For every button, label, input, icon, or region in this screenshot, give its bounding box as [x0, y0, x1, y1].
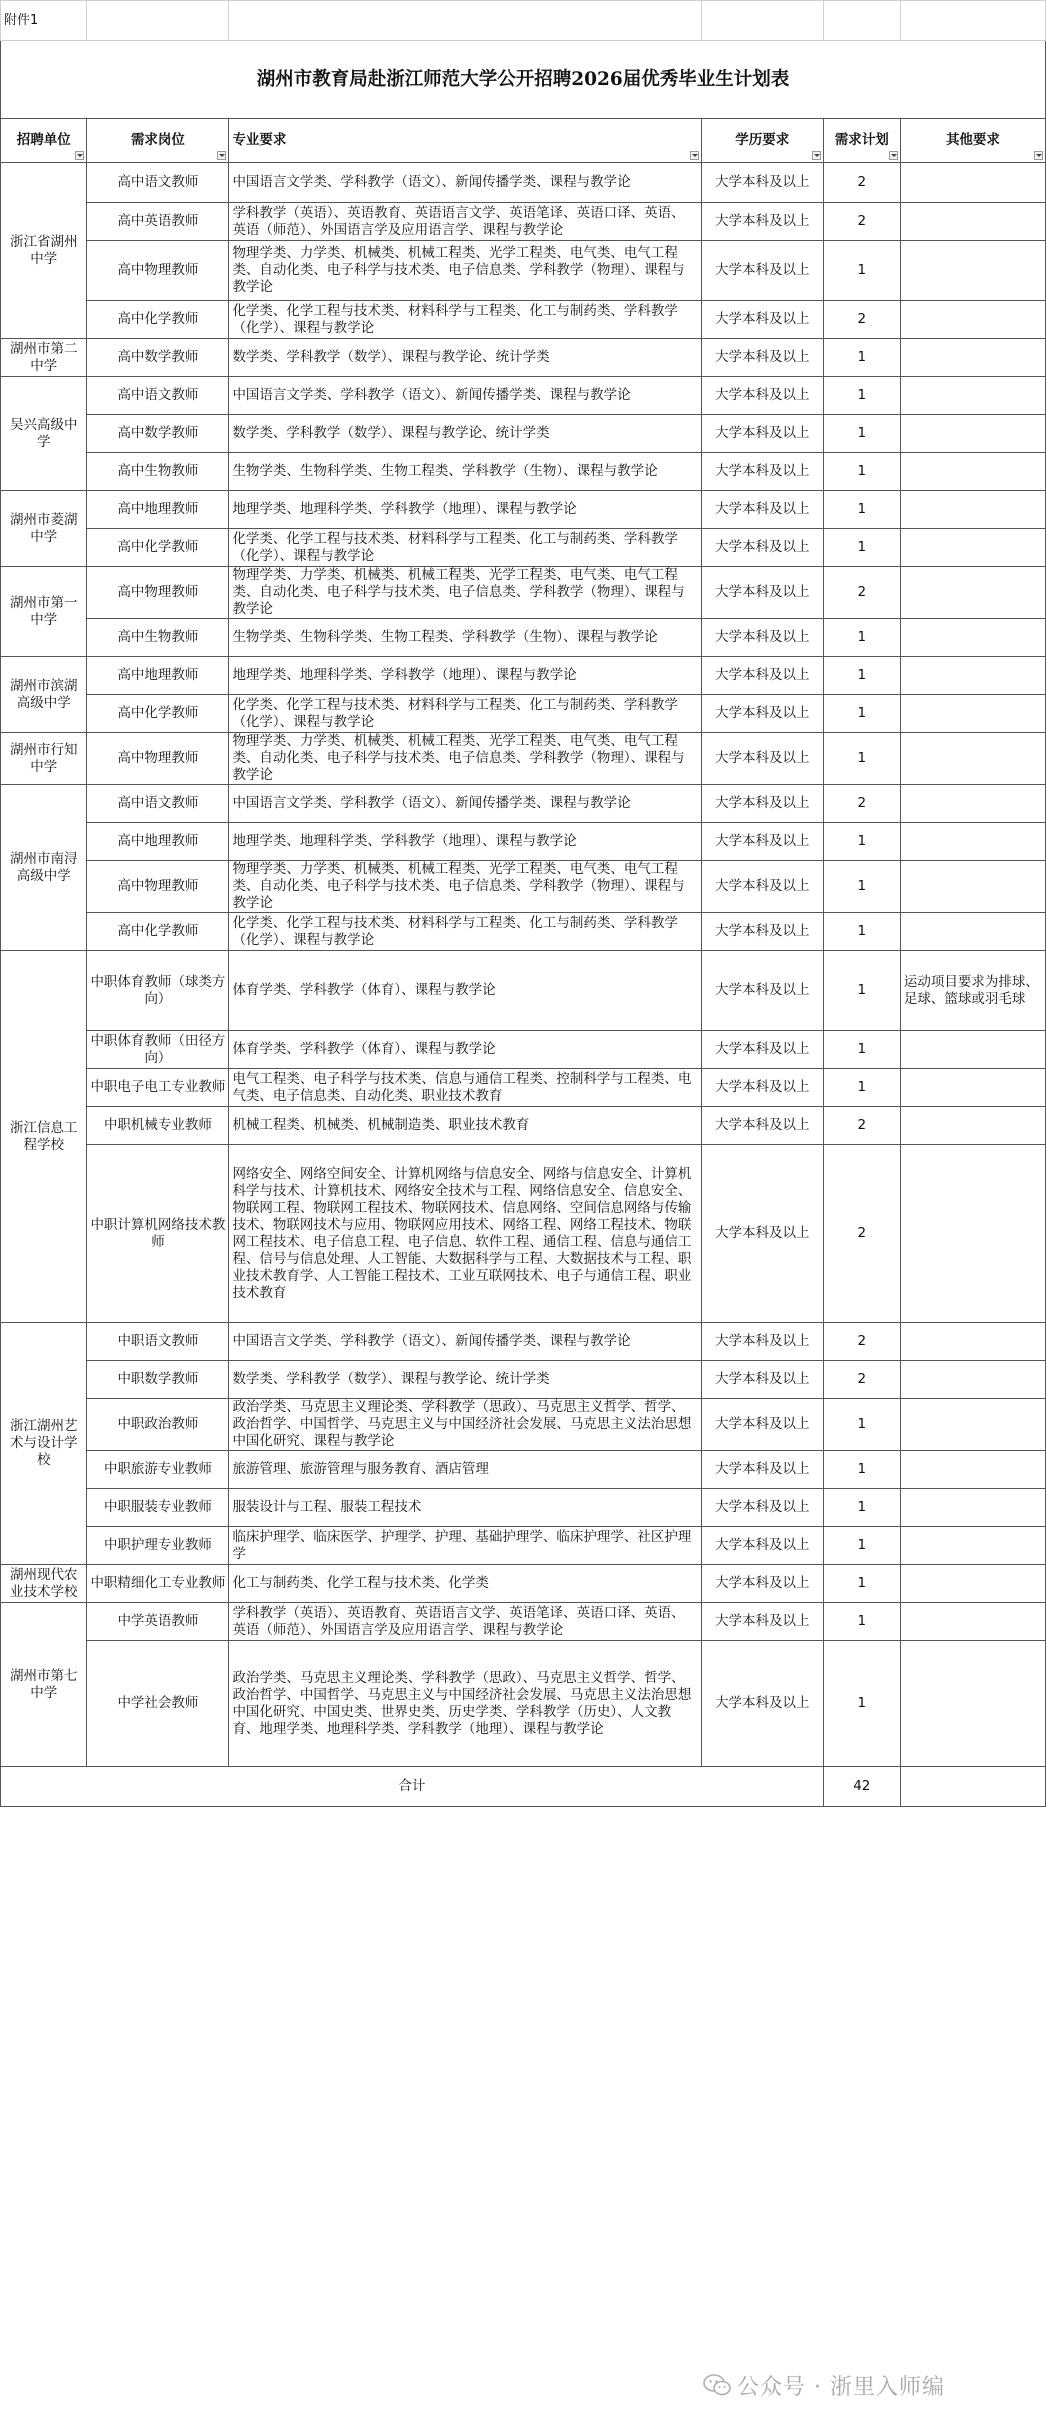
unit-cell: 浙江省湖州中学: [1, 163, 87, 339]
other-cell: [900, 1145, 1045, 1323]
header-major-label: 专业要求: [232, 132, 287, 148]
post-cell: 中职计算机网络技术教师: [87, 1145, 229, 1323]
table-row: [1, 529, 1046, 567]
education-cell: 大学本科及以上: [701, 951, 823, 1031]
post-cell: 中职数学教师: [87, 1361, 229, 1399]
post-cell: 高中数学教师: [87, 339, 229, 377]
table-row: [1, 913, 1046, 951]
education-cell: 大学本科及以上: [701, 1107, 823, 1145]
unit-cell: 吴兴高级中学: [1, 377, 87, 491]
post-cell: 中职语文教师: [87, 1323, 229, 1361]
unit-cell: 湖州现代农业技术学校: [1, 1565, 87, 1603]
filter-dropdown-icon[interactable]: [690, 151, 699, 160]
grid-cell: [229, 1, 701, 41]
count-cell: 1: [823, 1489, 900, 1527]
table-row: [1, 861, 1046, 913]
education-cell: 大学本科及以上: [701, 1031, 823, 1069]
table-row: [1, 1399, 1046, 1451]
header-other-label: 其他要求: [945, 132, 1000, 148]
education-cell: 大学本科及以上: [701, 491, 823, 529]
attachment-row: [1, 1, 1046, 41]
post-cell: 中职电子电工专业教师: [87, 1069, 229, 1107]
education-cell: 大学本科及以上: [701, 1489, 823, 1527]
title-row: [1, 41, 1046, 119]
education-cell: 大学本科及以上: [701, 1603, 823, 1641]
other-cell: 运动项目要求为排球、足球、篮球或羽毛球: [900, 951, 1045, 1031]
post-cell: 高中化学教师: [87, 913, 229, 951]
post-cell: 高中英语教师: [87, 203, 229, 241]
other-cell: [900, 913, 1045, 951]
major-cell: 旅游管理、旅游管理与服务教育、酒店管理: [229, 1451, 701, 1489]
post-cell: 高中生物教师: [87, 619, 229, 657]
table-row: [1, 377, 1046, 415]
header-unit[interactable]: [1, 119, 87, 163]
other-cell: [900, 1565, 1045, 1603]
major-cell: 物理学类、力学类、机械类、机械工程类、光学工程类、电气类、电气工程类、自动化类、电子科学与技术类、电子信息类、学科教学（物理）、课程与教学论: [229, 567, 701, 619]
education-cell: 大学本科及以上: [701, 241, 823, 301]
header-education-label: 学历要求: [735, 132, 790, 148]
count-cell: 2: [823, 1145, 900, 1323]
education-cell: 大学本科及以上: [701, 913, 823, 951]
table-row: [1, 1603, 1046, 1641]
header-post-label: 需求岗位: [130, 132, 185, 148]
table-row: [1, 1323, 1046, 1361]
count-cell: 2: [823, 163, 900, 203]
post-cell: 中职旅游专业教师: [87, 1451, 229, 1489]
table-row: [1, 733, 1046, 785]
education-cell: 大学本科及以上: [701, 1399, 823, 1451]
count-cell: 1: [823, 619, 900, 657]
other-cell: [900, 1069, 1045, 1107]
education-cell: 大学本科及以上: [701, 203, 823, 241]
post-cell: 高中物理教师: [87, 861, 229, 913]
count-cell: 1: [823, 415, 900, 453]
major-cell: 地理学类、地理科学类、学科教学（地理）、课程与教学论: [229, 657, 701, 695]
table-row: [1, 415, 1046, 453]
other-cell: [900, 1527, 1045, 1565]
table-row: [1, 491, 1046, 529]
education-cell: 大学本科及以上: [701, 1145, 823, 1323]
major-cell: 中国语言文学类、学科教学（语文）、新闻传播学类、课程与教学论: [229, 163, 701, 203]
major-cell: 数学类、学科教学（数学）、课程与教学论、统计学类: [229, 339, 701, 377]
other-cell: [900, 301, 1045, 339]
unit-cell: 湖州市第一中学: [1, 567, 87, 657]
count-cell: 1: [823, 823, 900, 861]
other-cell: [900, 1031, 1045, 1069]
other-cell: [900, 241, 1045, 301]
count-cell: 1: [823, 377, 900, 415]
major-cell: 机械工程类、机械类、机械制造类、职业技术教育: [229, 1107, 701, 1145]
count-cell: 1: [823, 913, 900, 951]
other-cell: [900, 415, 1045, 453]
table-row: [1, 1361, 1046, 1399]
table-row: [1, 241, 1046, 301]
education-cell: 大学本科及以上: [701, 453, 823, 491]
other-cell: [900, 1603, 1045, 1641]
post-cell: 中职精细化工专业教师: [87, 1565, 229, 1603]
other-cell: [900, 695, 1045, 733]
post-cell: 高中语文教师: [87, 163, 229, 203]
unit-cell: 湖州市第七中学: [1, 1603, 87, 1767]
total-value: 42: [823, 1767, 900, 1807]
major-cell: 化学类、化学工程与技术类、材料科学与工程类、化工与制药类、学科教学（化学）、课程与教学论: [229, 695, 701, 733]
count-cell: 2: [823, 203, 900, 241]
major-cell: 体育学类、学科教学（体育）、课程与教学论: [229, 1031, 701, 1069]
education-cell: 大学本科及以上: [701, 1565, 823, 1603]
count-cell: 2: [823, 1323, 900, 1361]
major-cell: 生物学类、生物科学类、生物工程类、学科教学（生物）、课程与教学论: [229, 619, 701, 657]
table-row: [1, 1565, 1046, 1603]
education-cell: 大学本科及以上: [701, 415, 823, 453]
major-cell: 数学类、学科教学（数学）、课程与教学论、统计学类: [229, 1361, 701, 1399]
filter-dropdown-icon[interactable]: [217, 151, 226, 160]
post-cell: 高中物理教师: [87, 241, 229, 301]
other-cell: [900, 453, 1045, 491]
header-count[interactable]: [823, 119, 900, 163]
attachment-label: 附件1: [1, 1, 87, 41]
education-cell: 大学本科及以上: [701, 785, 823, 823]
count-cell: 1: [823, 1031, 900, 1069]
post-cell: 高中化学教师: [87, 301, 229, 339]
major-cell: 临床护理学、临床医学、护理学、护理、基础护理学、临床护理学、社区护理学: [229, 1527, 701, 1565]
major-cell: 化学类、化学工程与技术类、材料科学与工程类、化工与制药类、学科教学（化学）、课程与教学论: [229, 913, 701, 951]
education-cell: 大学本科及以上: [701, 619, 823, 657]
major-cell: 中国语言文学类、学科教学（语文）、新闻传播学类、课程与教学论: [229, 785, 701, 823]
post-cell: 中职护理专业教师: [87, 1527, 229, 1565]
header-unit-label: 招聘单位: [16, 132, 71, 148]
major-cell: 网络安全、网络空间安全、计算机网络与信息安全、网络与信息安全、计算机科学与技术、计算机技术、网络安全技术与工程、网络信息安全、信息安全、物联网工程、物联网工程技术、物联网技术、信息网络、空间信息网络与传输技术、物联网技术与应用、物联网应用技术、网络工程、网络工程技术、物联网工程技术、电子信息工程、电子信息、软件工程、通信工程、信息与通信工程、信号与信息处理、人工智能、大数据科学与工程、大数据技术与工程、职业技术教育学、人工智能工程技术、工业互联网技术、电子与通信工程、职业技术教育: [229, 1145, 701, 1323]
major-cell: 数学类、学科教学（数学）、课程与教学论、统计学类: [229, 415, 701, 453]
filter-dropdown-icon[interactable]: [889, 151, 898, 160]
other-cell: [900, 619, 1045, 657]
header-other[interactable]: [900, 119, 1045, 163]
total-other: [900, 1767, 1045, 1807]
count-cell: 1: [823, 453, 900, 491]
education-cell: 大学本科及以上: [701, 1069, 823, 1107]
watermark-text: 公众号 · 浙里入师编: [737, 2374, 945, 2400]
unit-cell: 湖州市第二中学: [1, 339, 87, 377]
table-row: [1, 1451, 1046, 1489]
page-title: 湖州市教育局赴浙江师范大学公开招聘2026届优秀毕业生计划表: [1, 41, 1046, 119]
post-cell: 中学社会教师: [87, 1641, 229, 1767]
major-cell: 学科教学（英语）、英语教育、英语语言文学、英语笔译、英语口译、英语、英语（师范）、外国语言学及应用语言学、课程与教学论: [229, 203, 701, 241]
other-cell: [900, 861, 1045, 913]
count-cell: 1: [823, 695, 900, 733]
post-cell: 高中地理教师: [87, 657, 229, 695]
header-major[interactable]: [229, 119, 701, 163]
major-cell: 服装设计与工程、服装工程技术: [229, 1489, 701, 1527]
unit-cell: 湖州市滨湖高级中学: [1, 657, 87, 733]
major-cell: 学科教学（英语）、英语教育、英语语言文学、英语笔译、英语口译、英语、英语（师范）、外国语言学及应用语言学、课程与教学论: [229, 1603, 701, 1641]
count-cell: 1: [823, 1527, 900, 1565]
filter-dropdown-icon[interactable]: [1034, 151, 1043, 160]
post-cell: 高中地理教师: [87, 823, 229, 861]
other-cell: [900, 657, 1045, 695]
count-cell: 1: [823, 1565, 900, 1603]
count-cell: 1: [823, 861, 900, 913]
education-cell: 大学本科及以上: [701, 1451, 823, 1489]
grid-cell: [823, 1, 900, 41]
education-cell: 大学本科及以上: [701, 301, 823, 339]
major-cell: 化学类、化学工程与技术类、材料科学与工程类、化工与制药类、学科教学（化学）、课程与教学论: [229, 301, 701, 339]
major-cell: 体育学类、学科教学（体育）、课程与教学论: [229, 951, 701, 1031]
post-cell: 中职体育教师（球类方向）: [87, 951, 229, 1031]
post-cell: 中职体育教师（田径方向）: [87, 1031, 229, 1069]
header-count-label: 需求计划: [834, 132, 889, 148]
post-cell: 高中化学教师: [87, 529, 229, 567]
major-cell: 物理学类、力学类、机械类、机械工程类、光学工程类、电气类、电气工程类、自动化类、电子科学与技术类、电子信息类、学科教学（物理）、课程与教学论: [229, 241, 701, 301]
table-row: [1, 951, 1046, 1031]
other-cell: [900, 567, 1045, 619]
table-row: [1, 163, 1046, 203]
other-cell: [900, 823, 1045, 861]
filter-dropdown-icon[interactable]: [75, 151, 84, 160]
table-row: [1, 1641, 1046, 1767]
post-cell: 高中语文教师: [87, 377, 229, 415]
education-cell: 大学本科及以上: [701, 657, 823, 695]
unit-cell: 浙江信息工程学校: [1, 951, 87, 1323]
education-cell: 大学本科及以上: [701, 823, 823, 861]
post-cell: 高中数学教师: [87, 415, 229, 453]
count-cell: 1: [823, 657, 900, 695]
count-cell: 1: [823, 1451, 900, 1489]
major-cell: 物理学类、力学类、机械类、机械工程类、光学工程类、电气类、电气工程类、自动化类、电子科学与技术类、电子信息类、学科教学（物理）、课程与教学论: [229, 861, 701, 913]
other-cell: [900, 1107, 1045, 1145]
count-cell: 1: [823, 1603, 900, 1641]
grid-cell: [701, 1, 823, 41]
header-post[interactable]: [87, 119, 229, 163]
major-cell: 生物学类、生物科学类、生物工程类、学科教学（生物）、课程与教学论: [229, 453, 701, 491]
major-cell: 政治学类、马克思主义理论类、学科教学（思政）、马克思主义哲学、哲学、政治哲学、中国哲学、马克思主义与中国经济社会发展、马克思主义法治思想中国化研究、课程与教学论: [229, 1399, 701, 1451]
header-education[interactable]: [701, 119, 823, 163]
post-cell: 高中物理教师: [87, 733, 229, 785]
other-cell: [900, 377, 1045, 415]
post-cell: 中职服装专业教师: [87, 1489, 229, 1527]
header-row: [1, 119, 1046, 163]
table-row: [1, 619, 1046, 657]
education-cell: 大学本科及以上: [701, 1323, 823, 1361]
table-row: [1, 567, 1046, 619]
education-cell: 大学本科及以上: [701, 529, 823, 567]
other-cell: [900, 491, 1045, 529]
other-cell: [900, 1399, 1045, 1451]
education-cell: 大学本科及以上: [701, 861, 823, 913]
major-cell: 化学类、化学工程与技术类、材料科学与工程类、化工与制药类、学科教学（化学）、课程与教学论: [229, 529, 701, 567]
other-cell: [900, 529, 1045, 567]
major-cell: 地理学类、地理科学类、学科教学（地理）、课程与教学论: [229, 823, 701, 861]
count-cell: 2: [823, 301, 900, 339]
table-row: [1, 1527, 1046, 1565]
major-cell: 电气工程类、电子科学与技术类、信息与通信工程类、控制科学与工程类、电气类、电子信息类、自动化类、职业技术教育: [229, 1069, 701, 1107]
count-cell: 1: [823, 951, 900, 1031]
total-row: [1, 1767, 1046, 1807]
unit-cell: 浙江湖州艺术与设计学校: [1, 1323, 87, 1565]
table-row: [1, 1031, 1046, 1069]
unit-cell: 湖州市南浔高级中学: [1, 785, 87, 951]
major-cell: 地理学类、地理科学类、学科教学（地理）、课程与教学论: [229, 491, 701, 529]
other-cell: [900, 203, 1045, 241]
total-label: 合计: [1, 1767, 824, 1807]
count-cell: 1: [823, 1641, 900, 1767]
table-row: [1, 1489, 1046, 1527]
count-cell: 2: [823, 785, 900, 823]
unit-cell: 湖州市菱湖中学: [1, 491, 87, 567]
count-cell: 1: [823, 733, 900, 785]
count-cell: 1: [823, 491, 900, 529]
education-cell: 大学本科及以上: [701, 567, 823, 619]
count-cell: 2: [823, 1107, 900, 1145]
grid-cell: [87, 1, 229, 41]
table-row: [1, 1145, 1046, 1323]
table-row: [1, 695, 1046, 733]
unit-cell: 湖州市行知中学: [1, 733, 87, 785]
post-cell: 高中化学教师: [87, 695, 229, 733]
table-row: [1, 657, 1046, 695]
wechat-icon: [703, 2374, 731, 2396]
other-cell: [900, 1361, 1045, 1399]
filter-dropdown-icon[interactable]: [812, 151, 821, 160]
other-cell: [900, 1323, 1045, 1361]
post-cell: 中学英语教师: [87, 1603, 229, 1641]
count-cell: 1: [823, 1399, 900, 1451]
major-cell: 物理学类、力学类、机械类、机械工程类、光学工程类、电气类、电气工程类、自动化类、电子科学与技术类、电子信息类、学科教学（物理）、课程与教学论: [229, 733, 701, 785]
education-cell: 大学本科及以上: [701, 1361, 823, 1399]
major-cell: 中国语言文学类、学科教学（语文）、新闻传播学类、课程与教学论: [229, 1323, 701, 1361]
table-row: [1, 301, 1046, 339]
watermark: [703, 2370, 945, 2400]
table-row: [1, 339, 1046, 377]
other-cell: [900, 785, 1045, 823]
post-cell: 高中语文教师: [87, 785, 229, 823]
education-cell: 大学本科及以上: [701, 163, 823, 203]
count-cell: 1: [823, 529, 900, 567]
table-row: [1, 823, 1046, 861]
table-row: [1, 203, 1046, 241]
table-row: [1, 1069, 1046, 1107]
count-cell: 2: [823, 567, 900, 619]
other-cell: [900, 733, 1045, 785]
other-cell: [900, 1489, 1045, 1527]
education-cell: 大学本科及以上: [701, 733, 823, 785]
education-cell: 大学本科及以上: [701, 377, 823, 415]
other-cell: [900, 1641, 1045, 1767]
post-cell: 高中物理教师: [87, 567, 229, 619]
table-row: [1, 1107, 1046, 1145]
education-cell: 大学本科及以上: [701, 339, 823, 377]
education-cell: 大学本科及以上: [701, 1641, 823, 1767]
education-cell: 大学本科及以上: [701, 1527, 823, 1565]
count-cell: 1: [823, 1069, 900, 1107]
other-cell: [900, 163, 1045, 203]
grid-cell: [900, 1, 1045, 41]
count-cell: 1: [823, 339, 900, 377]
other-cell: [900, 1451, 1045, 1489]
other-cell: [900, 339, 1045, 377]
count-cell: 1: [823, 241, 900, 301]
count-cell: 2: [823, 1361, 900, 1399]
table-row: [1, 785, 1046, 823]
post-cell: 中职政治教师: [87, 1399, 229, 1451]
table-row: [1, 453, 1046, 491]
major-cell: 政治学类、马克思主义理论类、学科教学（思政）、马克思主义哲学、哲学、政治哲学、中国哲学、马克思主义与中国经济社会发展、马克思主义法治思想中国化研究、中国史类、世界史类、历史学类、学科教学（历史）、人文教育、地理学类、地理科学类、学科教学（地理）、课程与教学论: [229, 1641, 701, 1767]
major-cell: 化工与制药类、化学工程与技术类、化学类: [229, 1565, 701, 1603]
major-cell: 中国语言文学类、学科教学（语文）、新闻传播学类、课程与教学论: [229, 377, 701, 415]
education-cell: 大学本科及以上: [701, 695, 823, 733]
post-cell: 高中地理教师: [87, 491, 229, 529]
post-cell: 中职机械专业教师: [87, 1107, 229, 1145]
post-cell: 高中生物教师: [87, 453, 229, 491]
